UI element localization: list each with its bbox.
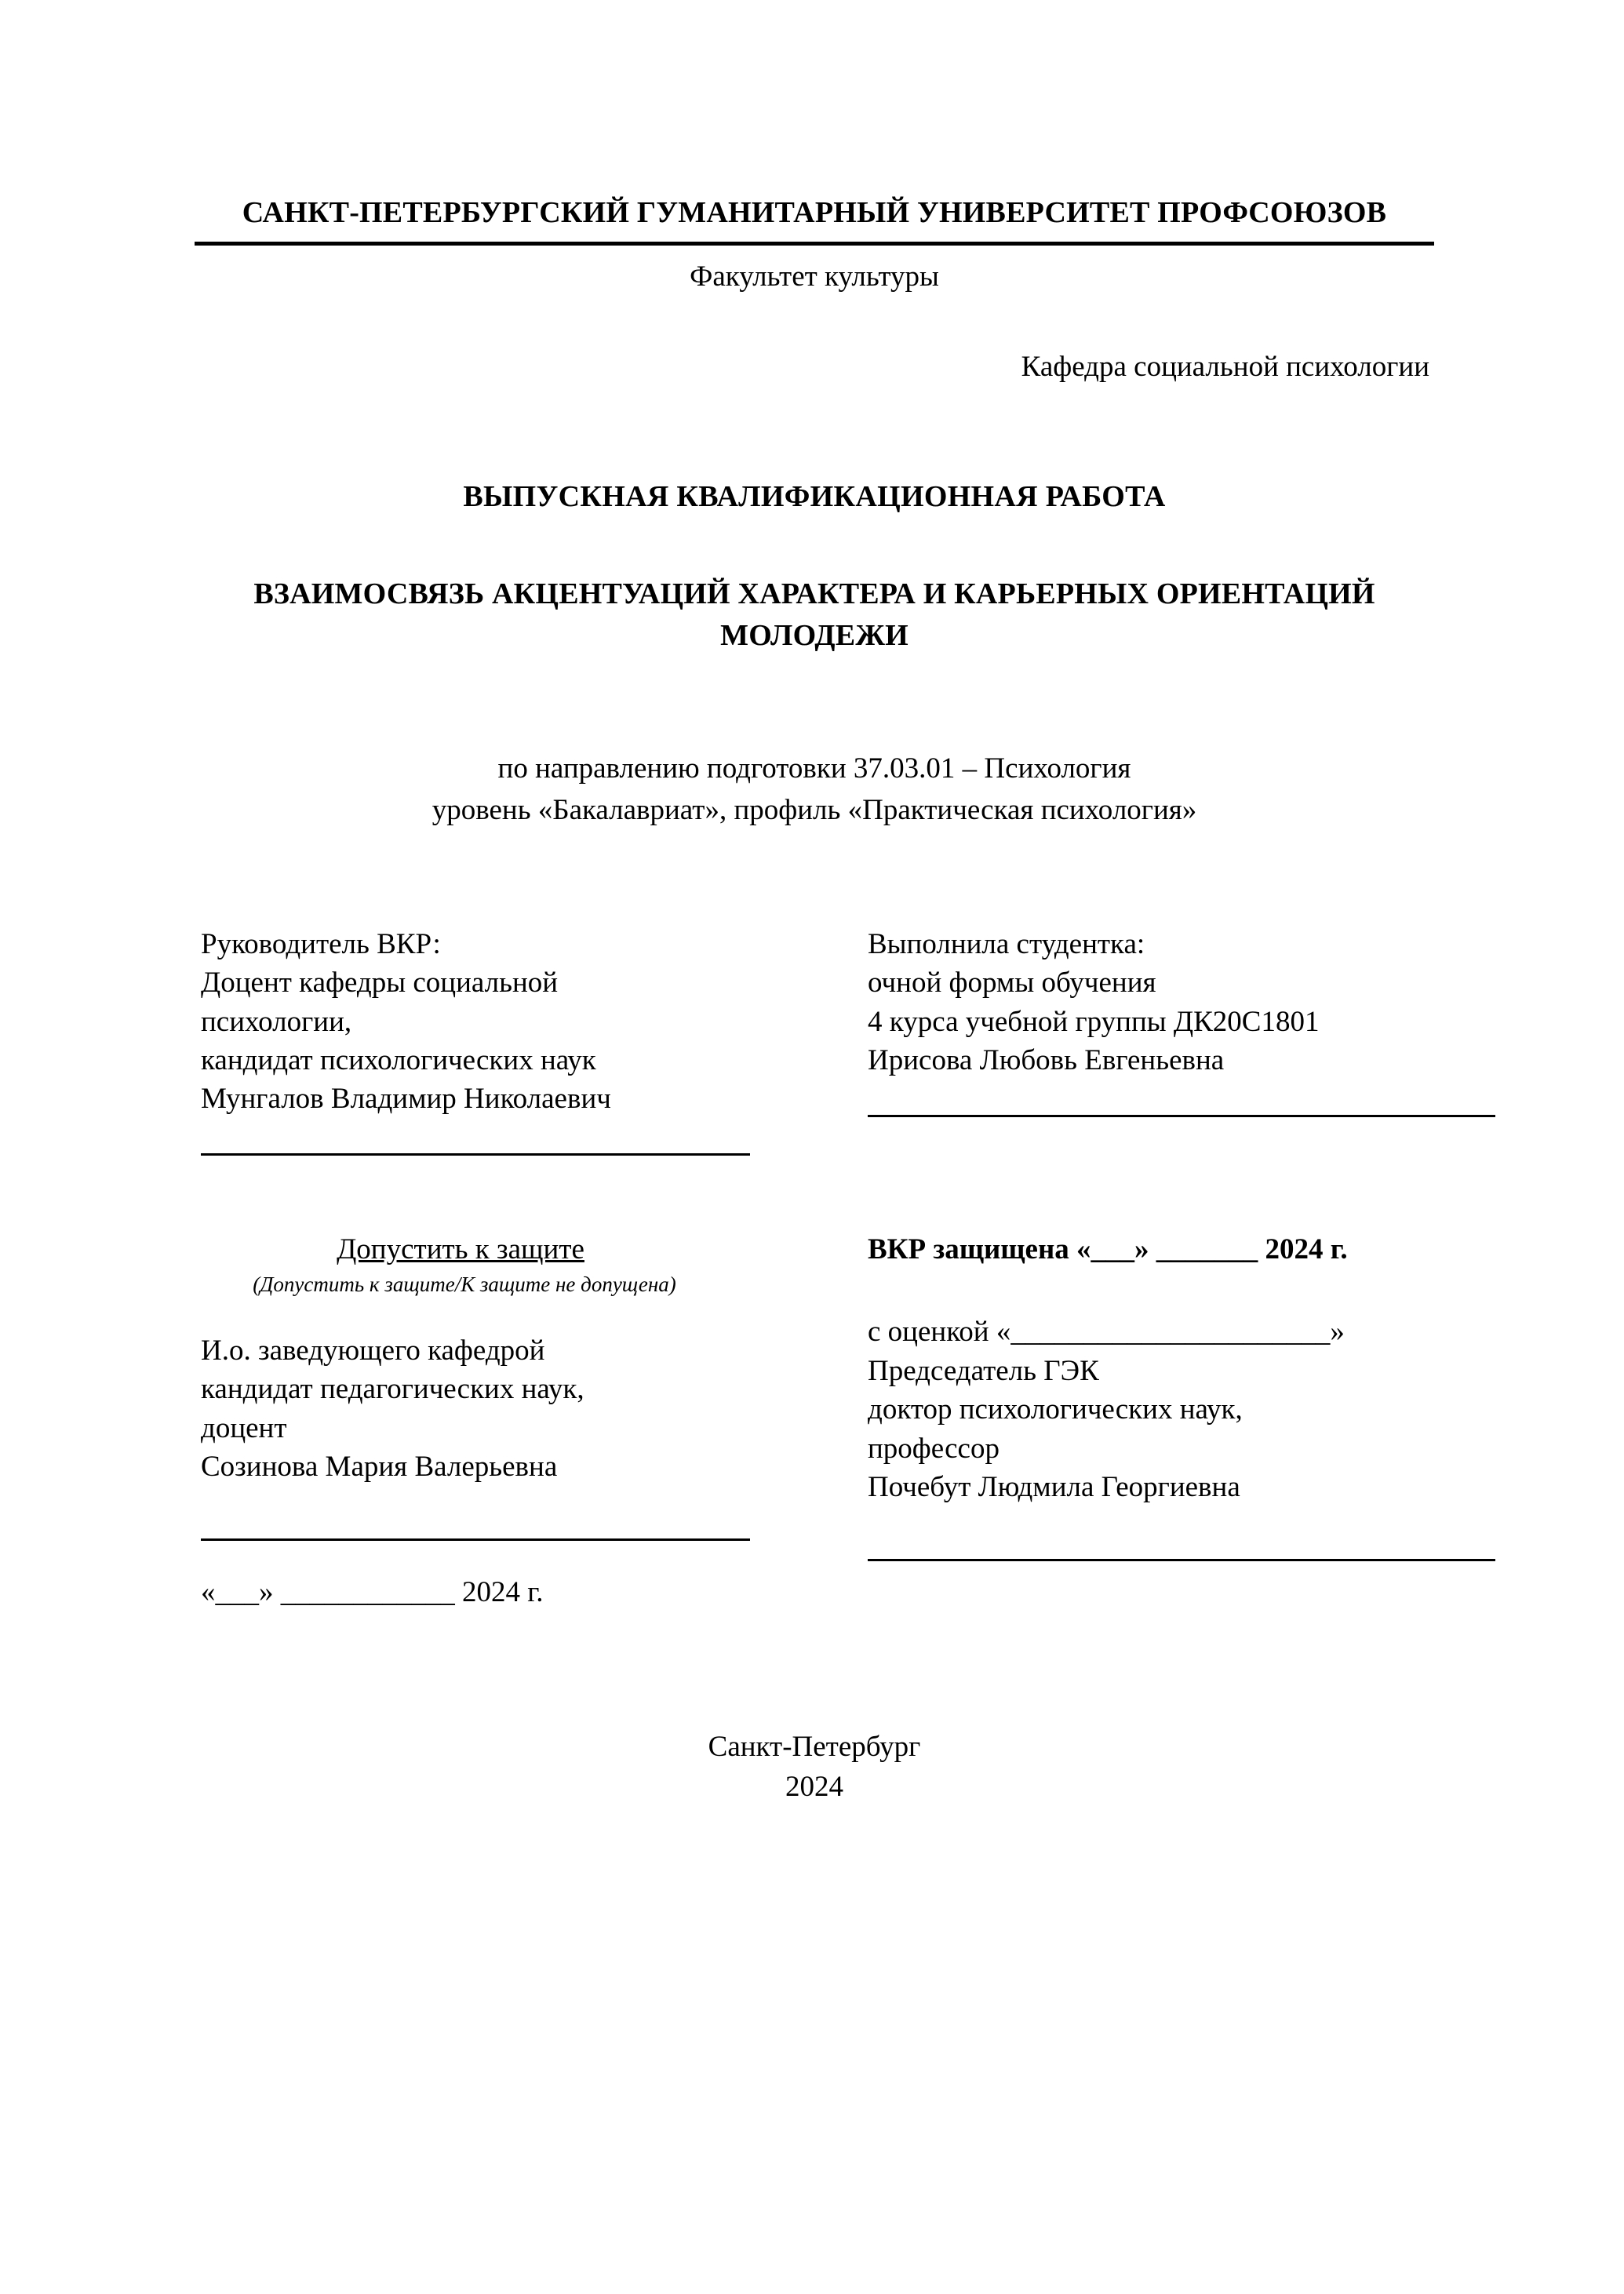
grade-label: с оценкой « bbox=[868, 1316, 1011, 1349]
admission-defense-row bbox=[195, 1233, 1434, 1609]
program-info bbox=[195, 748, 1434, 831]
chair-name: Почебут Людмила Георгиевна bbox=[868, 1470, 1240, 1503]
supervisor-block bbox=[195, 925, 814, 1156]
supervisor-signature-line bbox=[201, 1152, 750, 1156]
head-line-1: И.о. заведующего кафедрой bbox=[201, 1335, 545, 1367]
faculty-name: Факультет культуры bbox=[690, 260, 939, 293]
admission-block bbox=[195, 1233, 814, 1609]
student-line-1: очной формы обучения bbox=[868, 967, 1156, 1000]
footer-year: 2024 bbox=[785, 1770, 843, 1803]
defense-quote-close: » bbox=[1134, 1233, 1156, 1266]
chair-lines bbox=[868, 1352, 1434, 1506]
supervisor-name: Мунгалов Владимир Николаевич bbox=[201, 1082, 611, 1115]
admission-date-quote-open: « bbox=[201, 1575, 216, 1608]
footer-city: Санкт-Петербург bbox=[708, 1730, 921, 1763]
document-content bbox=[195, 0, 1434, 1807]
chair-signature-line bbox=[868, 1558, 1495, 1561]
defense-date-line bbox=[868, 1233, 1434, 1266]
grade-line bbox=[868, 1315, 1434, 1349]
admission-title: Допустить к защите bbox=[337, 1233, 584, 1266]
defense-day-blank: ___ bbox=[1091, 1233, 1135, 1266]
program-direction: по направлению подготовки 37.03.01 – Психология bbox=[497, 752, 1131, 785]
student-signature-line bbox=[868, 1114, 1495, 1117]
chair-line-1: доктор психологических наук, bbox=[868, 1393, 1243, 1426]
supervisor-line-2: психологии, bbox=[201, 1005, 352, 1038]
admission-note: (Допустить к защите/К защите не допущена) bbox=[253, 1273, 676, 1297]
work-type: ВЫПУСКНАЯ КВАЛИФИКАЦИОННАЯ РАБОТА bbox=[463, 480, 1166, 514]
university-title: САНКТ-ПЕТЕРБУРГСКИЙ ГУМАНИТАРНЫЙ УНИВЕРСИТЕТ ПРОФСОЮЗОВ bbox=[242, 196, 1387, 229]
chair-label: Председатель ГЭК bbox=[868, 1355, 1099, 1388]
grade-quote-close: » bbox=[1330, 1316, 1345, 1349]
grade-blank: ______________________ bbox=[1010, 1316, 1331, 1349]
defense-month-blank: _______ bbox=[1156, 1233, 1258, 1266]
head-line-2: кандидат педагогических наук, bbox=[201, 1373, 584, 1406]
supervisor-line-3: кандидат психологических наук bbox=[201, 1043, 596, 1076]
defense-label: ВКР защищена « bbox=[868, 1233, 1091, 1266]
student-block bbox=[814, 925, 1434, 1156]
student-line-2: 4 курса учебной группы ДК20С1801 bbox=[868, 1005, 1320, 1038]
head-of-department-lines bbox=[201, 1331, 814, 1486]
student-role-label: Выполнила студентка: bbox=[868, 928, 1145, 961]
supervisor-student-row bbox=[195, 925, 1434, 1156]
admission-date-quote-close: » bbox=[259, 1575, 281, 1608]
student-name: Ирисова Любовь Евгеньевна bbox=[868, 1043, 1225, 1076]
head-name: Созинова Мария Валерьевна bbox=[201, 1450, 558, 1483]
department-name: Кафедра социальной психологии bbox=[1021, 351, 1429, 384]
supervisor-line-1: Доцент кафедры социальной bbox=[201, 967, 559, 1000]
header-divider bbox=[195, 242, 1434, 246]
defense-year: 2024 г. bbox=[1258, 1233, 1348, 1266]
chair-line-2: профессор bbox=[868, 1432, 1000, 1465]
supervisor-role-label: Руководитель ВКР: bbox=[201, 928, 441, 961]
head-signature-line bbox=[201, 1538, 750, 1541]
admission-date-day-blank: ___ bbox=[215, 1575, 259, 1608]
program-level: уровень «Бакалавриат», профиль «Практическая психология» bbox=[431, 793, 1197, 826]
footer-block bbox=[195, 1727, 1434, 1807]
admission-date-month-blank: ____________ bbox=[280, 1575, 455, 1608]
admission-date-year: 2024 г. bbox=[454, 1575, 544, 1608]
admission-date-line bbox=[201, 1575, 814, 1609]
head-line-3: доцент bbox=[201, 1411, 287, 1444]
work-title: ВЗАИМОСВЯЗЬ АКЦЕНТУАЦИЙ ХАРАКТЕРА И КАРЬЕРНЫХ ОРИЕНТАЦИЙ МОЛОДЕЖИ bbox=[253, 577, 1375, 652]
defense-block bbox=[814, 1233, 1434, 1609]
